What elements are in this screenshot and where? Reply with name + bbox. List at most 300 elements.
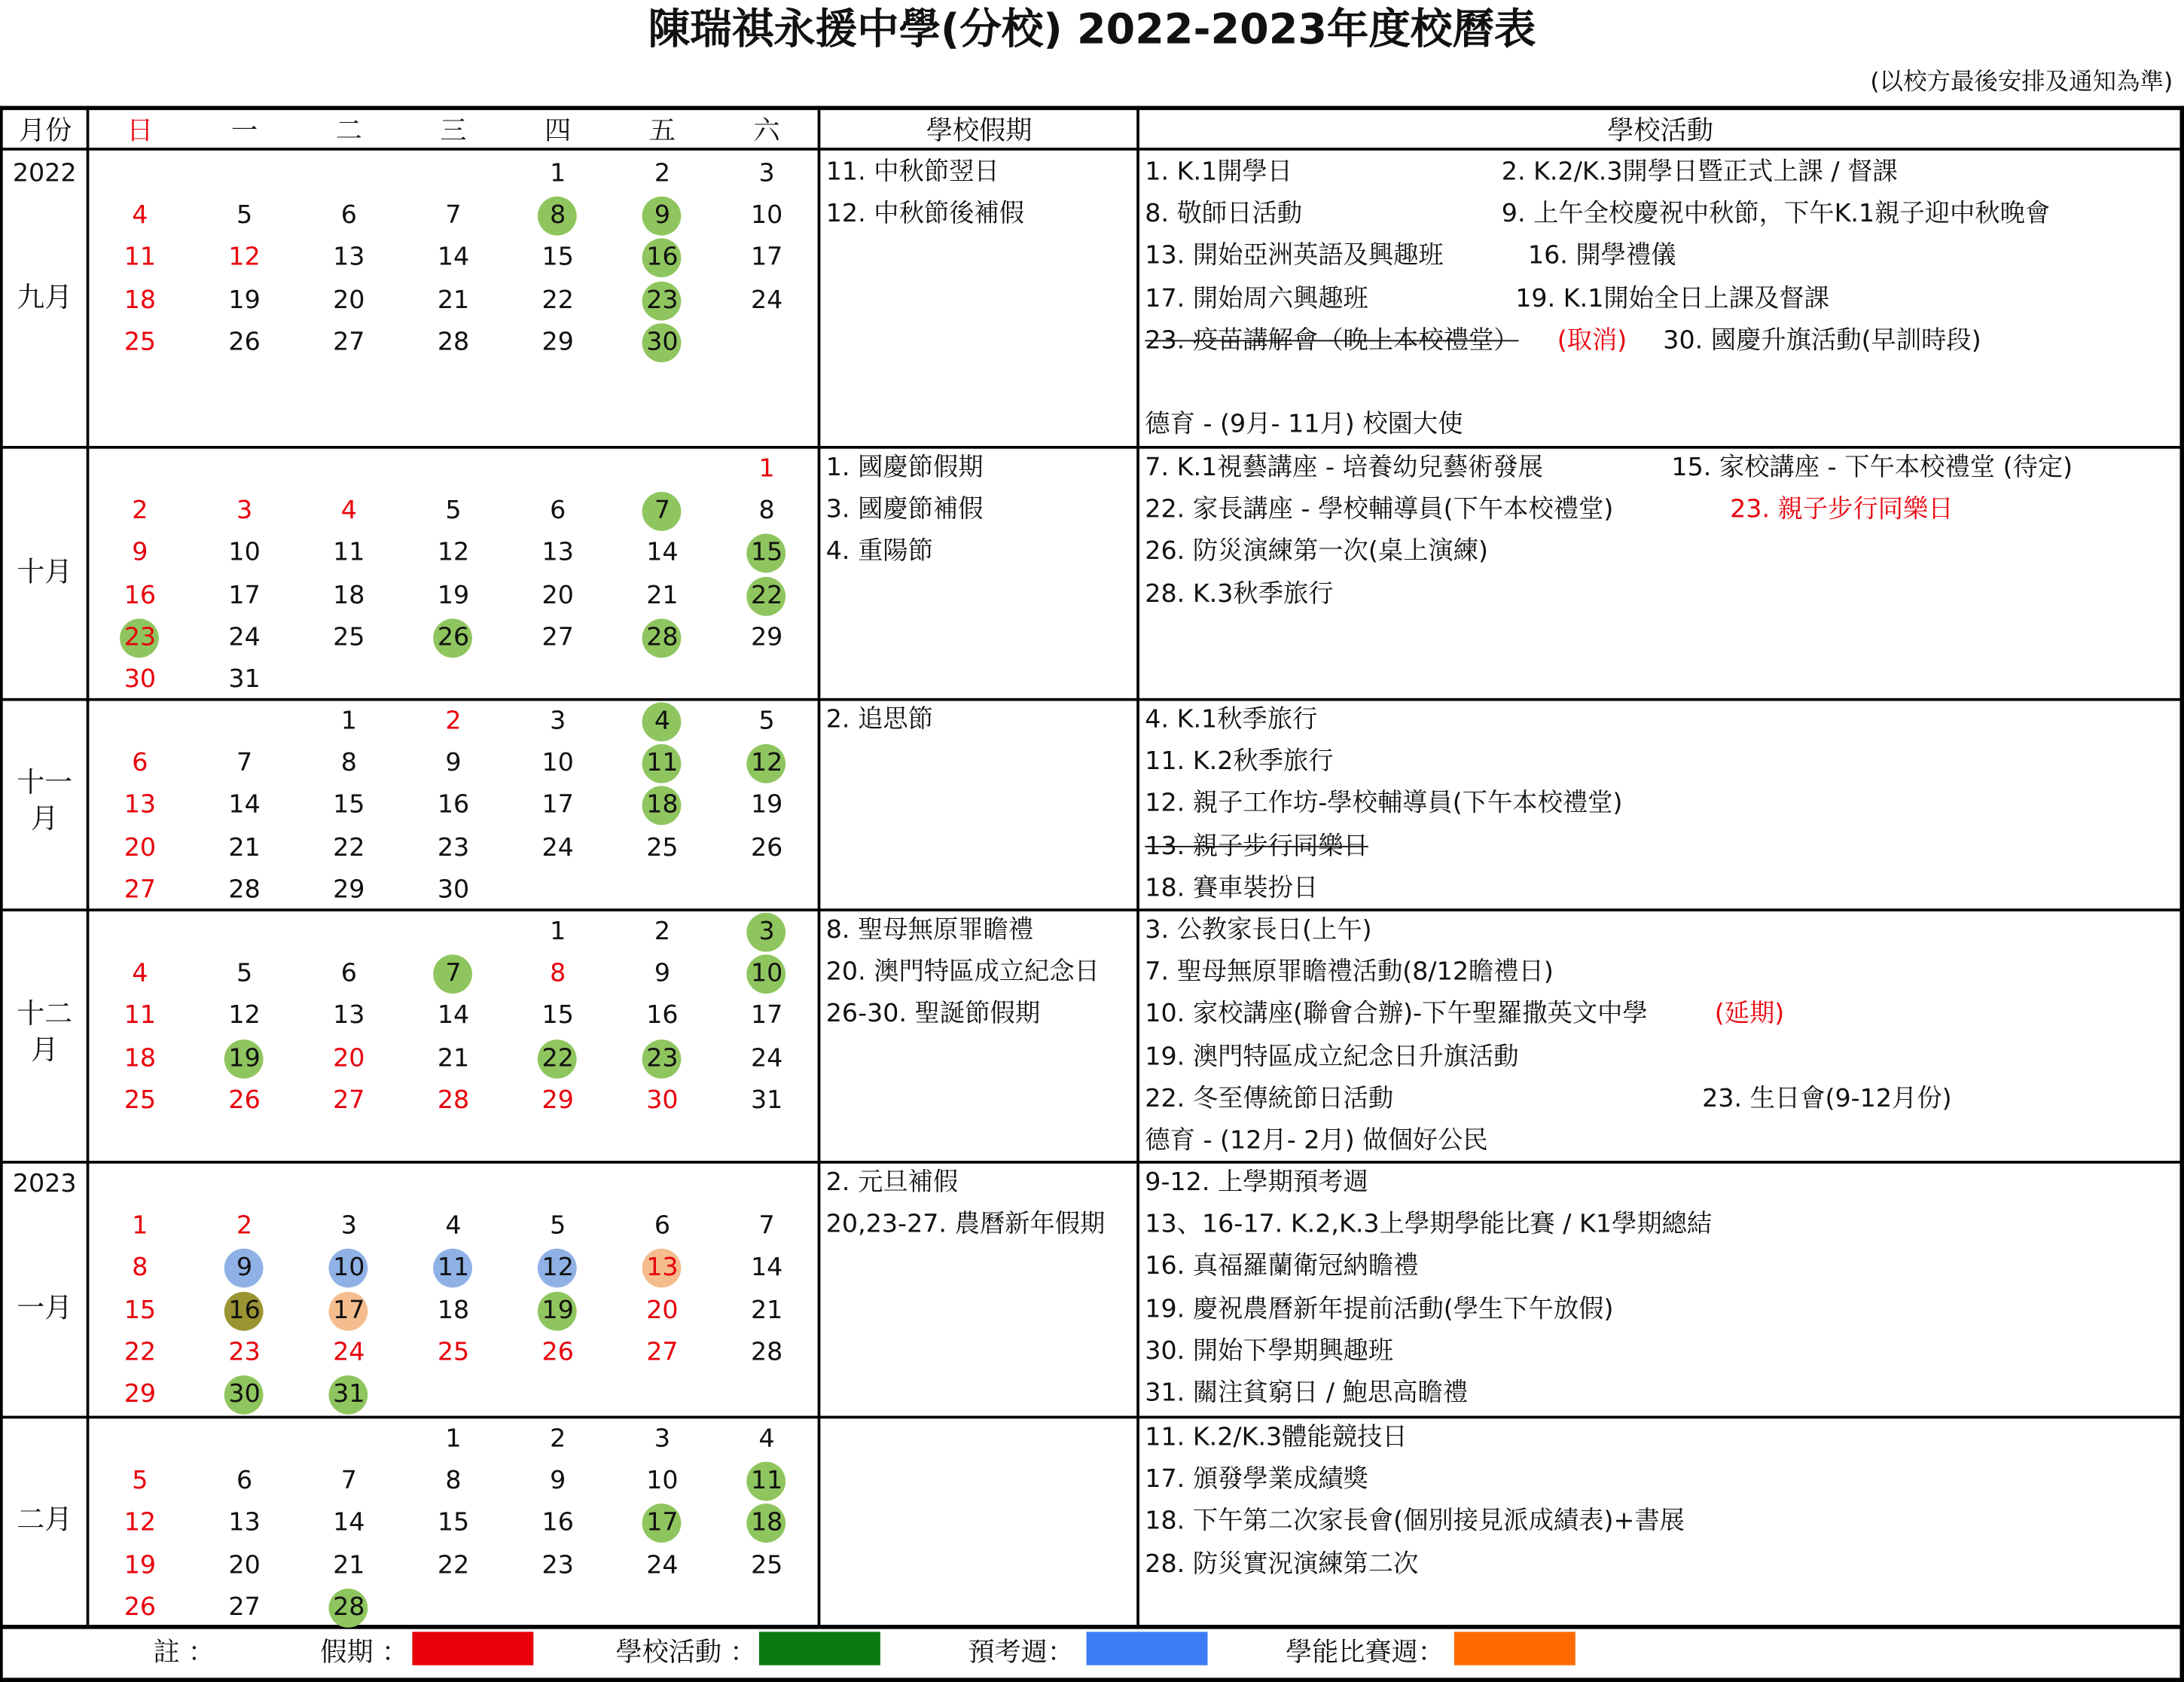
- day-number: 28: [437, 1085, 470, 1115]
- day-number: 13: [541, 538, 574, 568]
- day-number: 25: [750, 1550, 783, 1580]
- calendar-day: [505, 1503, 610, 1545]
- calendar-day: [610, 154, 715, 196]
- calendar-day: [401, 1206, 506, 1248]
- calendar-day: [192, 322, 297, 364]
- activity-entry: 28. 防災實況演練第二次: [1145, 1549, 1419, 1579]
- calendar-day: [505, 533, 610, 575]
- day-number: 26: [228, 1085, 261, 1115]
- header-month: 月份: [18, 115, 72, 147]
- calendar-day: [715, 449, 819, 491]
- day-number: 14: [437, 1001, 470, 1030]
- day-number: 17: [750, 1001, 783, 1030]
- calendar-day: [401, 827, 506, 869]
- year-label: 2023: [12, 1169, 77, 1198]
- calendar-day: [715, 533, 819, 575]
- day-number: 2: [654, 158, 671, 188]
- calendar-day: [192, 1332, 297, 1374]
- calendar-day: [192, 743, 297, 784]
- calendar-day: [297, 1247, 401, 1290]
- calendar-day: [715, 911, 819, 954]
- calendar-day: [88, 322, 193, 364]
- weekday-header: 一: [230, 115, 258, 147]
- calendar-day: [610, 533, 715, 575]
- day-number: 17: [646, 1508, 679, 1538]
- day-number: 9: [445, 748, 462, 778]
- day-number: 22: [541, 1042, 574, 1073]
- calendar-day: [297, 954, 401, 996]
- calendar-day: [610, 575, 715, 617]
- calendar-day: [715, 617, 819, 659]
- day-number: 8: [132, 1253, 148, 1283]
- weekday-header: 日: [127, 115, 154, 147]
- day-number: 18: [124, 285, 157, 315]
- day-number: 9: [236, 1253, 253, 1283]
- day-number: 9: [132, 538, 148, 568]
- day-number: 5: [236, 200, 253, 230]
- day-number: 5: [758, 706, 775, 736]
- month-divider: [0, 1416, 2184, 1419]
- day-number: 30: [228, 1379, 261, 1409]
- calendar-day: [88, 1332, 193, 1374]
- calendar-day: [88, 1587, 193, 1629]
- calendar-day: [505, 911, 610, 954]
- day-number: 27: [124, 875, 157, 905]
- calendar-day: [297, 617, 401, 659]
- calendar-day: [192, 575, 297, 617]
- activity-entry: 16. 真福羅蘭衛冠納瞻禮: [1145, 1252, 1419, 1281]
- day-number: 31: [333, 1379, 365, 1409]
- calendar-day: [401, 575, 506, 617]
- calendar-day: [88, 827, 193, 869]
- calendar-day: [505, 1418, 610, 1461]
- weekday-header: 三: [440, 115, 467, 147]
- day-number: 3: [758, 917, 775, 947]
- calendar-day: [715, 1290, 819, 1332]
- day-number: 22: [750, 580, 783, 610]
- day-number: 7: [758, 1210, 775, 1241]
- holiday-entry: 26-30. 聖誕節假期: [825, 1000, 1041, 1030]
- calendar-day: [88, 954, 193, 996]
- day-number: 28: [333, 1592, 365, 1622]
- day-number: 14: [750, 1253, 783, 1283]
- calendar-day: [88, 1206, 193, 1248]
- day-number: 8: [340, 748, 357, 778]
- calendar-day: [297, 1037, 401, 1079]
- legend-swatch-activity: [759, 1632, 880, 1665]
- calendar-day: [715, 1503, 819, 1545]
- calendar-day: [88, 237, 193, 279]
- calendar-day: [401, 996, 506, 1038]
- calendar-day: [192, 1079, 297, 1122]
- calendar-day: [505, 154, 610, 196]
- calendar-day: [192, 533, 297, 575]
- calendar-day: [401, 279, 506, 322]
- weekday-header: 六: [753, 115, 780, 147]
- day-number: 24: [750, 285, 783, 315]
- calendar-day: [192, 996, 297, 1038]
- calendar-day: [505, 279, 610, 322]
- day-number: 7: [445, 200, 462, 230]
- activity-entry: 17. 開始周六興趣班: [1145, 283, 1368, 313]
- day-number: 19: [228, 1042, 261, 1073]
- day-number: 30: [646, 327, 679, 357]
- calendar-day: [505, 1206, 610, 1248]
- calendar-day: [88, 1037, 193, 1079]
- holiday-entry: 20,23-27. 農曆新年假期: [825, 1210, 1106, 1239]
- calendar-day: [715, 701, 819, 743]
- day-number: 5: [132, 1466, 148, 1496]
- day-number: 22: [333, 832, 365, 862]
- day-number: 14: [646, 538, 679, 568]
- calendar-day: [610, 322, 715, 364]
- month-label: 二月: [17, 1502, 73, 1536]
- day-number: 17: [333, 1295, 365, 1325]
- weekday-header: 五: [648, 115, 676, 147]
- activity-entry: 2. K.2/K.3開學日暨正式上課 / 督課: [1501, 157, 1898, 187]
- table-top-border: [0, 106, 2184, 111]
- legend-label-holiday: 假期 ：: [320, 1637, 408, 1668]
- calendar-day: [297, 869, 401, 911]
- page-title: 陳瑞祺永援中學(分校) 2022-2023年度校曆表: [648, 5, 1536, 55]
- day-number: 19: [541, 1295, 574, 1325]
- day-number: 21: [750, 1295, 783, 1325]
- day-number: 20: [228, 1550, 261, 1580]
- day-number: 14: [437, 243, 470, 273]
- calendar-day: [715, 785, 819, 827]
- day-number: 7: [340, 1466, 357, 1496]
- calendar-day: [88, 575, 193, 617]
- day-number: 21: [646, 580, 679, 610]
- calendar-day: [192, 659, 297, 701]
- day-number: 10: [646, 1466, 679, 1496]
- calendar-day: [401, 1037, 506, 1079]
- calendar-day: [505, 1461, 610, 1503]
- calendar-day: [297, 322, 401, 364]
- calendar-day: [88, 195, 193, 237]
- day-number: 3: [236, 496, 253, 526]
- activity-entry: 7. K.1視藝講座 - 培養幼兒藝術發展: [1145, 453, 1543, 483]
- calendar-day: [88, 491, 193, 533]
- calendar-day: [715, 954, 819, 996]
- calendar-day: [505, 1545, 610, 1587]
- holiday-entry: 1. 國慶節假期: [825, 453, 984, 483]
- day-number: 3: [654, 1424, 671, 1454]
- day-number: 28: [437, 327, 470, 357]
- day-number: 22: [437, 1550, 470, 1580]
- legend-swatch-competition: [1454, 1632, 1575, 1665]
- day-number: 13: [124, 790, 157, 820]
- calendar-day: [505, 1247, 610, 1290]
- activity-entry: 15. 家校講座 - 下午本校禮堂 (待定): [1671, 453, 2073, 483]
- calendar-day: [401, 743, 506, 784]
- day-number: 27: [646, 1337, 679, 1367]
- calendar-day: [88, 869, 193, 911]
- calendar-day: [401, 491, 506, 533]
- calendar-day: [401, 1418, 506, 1461]
- calendar-day: [297, 1461, 401, 1503]
- activity-entry: 23. 疫苗講解會（晚上本校禮堂）: [1145, 325, 1519, 356]
- calendar-day: [192, 1374, 297, 1416]
- day-number: 29: [750, 622, 783, 652]
- calendar-day: [192, 237, 297, 279]
- calendar-day: [505, 1037, 610, 1079]
- calendar-day: [192, 1290, 297, 1332]
- activity-entry: 德育 - (12月- 2月) 做個好公民: [1145, 1125, 1488, 1155]
- day-number: 29: [541, 1085, 574, 1115]
- calendar-day: [610, 237, 715, 279]
- calendar-day: [610, 1079, 715, 1122]
- calendar-day: [610, 1206, 715, 1248]
- activity-entry: 4. K.1秋季旅行: [1145, 705, 1318, 734]
- calendar-day: [192, 785, 297, 827]
- day-number: 16: [437, 790, 470, 820]
- calendar-day: [715, 491, 819, 533]
- calendar-day: [505, 785, 610, 827]
- calendar-day: [505, 996, 610, 1038]
- calendar-day: [401, 617, 506, 659]
- day-number: 12: [437, 538, 470, 568]
- calendar-day: [505, 491, 610, 533]
- calendar-day: [192, 827, 297, 869]
- day-number: 25: [646, 832, 679, 862]
- calendar-day: [610, 1332, 715, 1374]
- activity-entry: 16. 開學禮儀: [1527, 241, 1676, 271]
- day-number: 6: [236, 1466, 253, 1496]
- day-number: 1: [758, 454, 775, 484]
- day-number: 26: [750, 832, 783, 862]
- holiday-entry: 4. 重陽節: [825, 536, 933, 566]
- day-number: 23: [228, 1337, 261, 1367]
- header-holidays: 學校假期: [926, 115, 1033, 147]
- day-number: 5: [236, 959, 253, 988]
- day-number: 3: [758, 158, 775, 188]
- day-number: 23: [646, 1042, 679, 1073]
- calendar-day: [88, 1290, 193, 1332]
- calendar-day: [192, 491, 297, 533]
- day-number: 20: [541, 580, 574, 610]
- day-number: 20: [333, 285, 365, 315]
- day-number: 8: [550, 959, 566, 988]
- activity-entry: 13、16-17. K.2,K.3上學期學能比賽 / K1學期總結: [1145, 1210, 1713, 1239]
- calendar-day: [715, 154, 819, 196]
- holiday-entry: 20. 澳門特區成立紀念日: [825, 957, 1100, 988]
- day-number: 6: [132, 748, 148, 778]
- calendar-day: [297, 1587, 401, 1629]
- calendar-day: [192, 279, 297, 322]
- day-number: 10: [750, 200, 783, 230]
- legend-swatch-pretest: [1087, 1632, 1208, 1665]
- calendar-day: [88, 1374, 193, 1416]
- day-number: 6: [340, 200, 357, 230]
- calendar-day: [297, 1332, 401, 1374]
- day-number: 18: [646, 790, 679, 820]
- calendar-day: [192, 1503, 297, 1545]
- calendar-day: [297, 491, 401, 533]
- calendar-day: [192, 1587, 297, 1629]
- month-label: 九月: [17, 279, 73, 314]
- day-number: 20: [646, 1295, 679, 1325]
- calendar-day: [88, 743, 193, 784]
- month-label: 十二 月: [17, 996, 73, 1067]
- activity-entry: 19. K.1開始全日上課及督課: [1515, 283, 1830, 313]
- calendar-day: [192, 954, 297, 996]
- calendar-day: [401, 1247, 506, 1290]
- holiday-entry: 3. 國慶節補假: [825, 495, 984, 524]
- day-number: 15: [437, 1508, 470, 1538]
- activity-entry: 7. 聖母無原罪瞻禮活動(8/12瞻禮日): [1145, 957, 1554, 988]
- day-number: 22: [541, 285, 574, 315]
- calendar-day: [715, 1332, 819, 1374]
- calendar-day: [401, 701, 506, 743]
- day-number: 28: [750, 1337, 783, 1367]
- day-number: 16: [646, 1001, 679, 1030]
- activity-entry: 30. 國慶升旗活動(早訓時段): [1663, 325, 1981, 356]
- activity-entry: 23. 生日會(9-12月份): [1702, 1083, 1952, 1113]
- day-number: 28: [646, 622, 679, 652]
- day-number: 24: [750, 1042, 783, 1073]
- day-number: 4: [132, 200, 148, 230]
- calendar-day: [88, 1247, 193, 1290]
- header-activities: 學校活動: [1607, 115, 1713, 147]
- activity-entry: 19. 慶祝農曆新年提前活動(學生下午放假): [1145, 1293, 1614, 1323]
- activity-entry: 9-12. 上學期預考週: [1145, 1168, 1368, 1198]
- activity-entry: (取消): [1557, 325, 1627, 356]
- day-number: 4: [132, 959, 148, 988]
- day-number: 9: [654, 959, 671, 988]
- day-number: 27: [541, 622, 574, 652]
- calendar-day: [610, 911, 715, 954]
- calendar-day: [715, 195, 819, 237]
- day-number: 7: [445, 959, 462, 988]
- calendar-day: [505, 1079, 610, 1122]
- day-number: 16: [124, 580, 157, 610]
- calendar-day: [297, 701, 401, 743]
- calendar-day: [505, 617, 610, 659]
- calendar-day: [505, 1332, 610, 1374]
- weekday-header: 四: [544, 115, 572, 147]
- day-number: 12: [541, 1253, 574, 1283]
- day-number: 16: [646, 243, 679, 273]
- calendar-day: [715, 1247, 819, 1290]
- day-number: 19: [228, 285, 261, 315]
- day-number: 12: [228, 243, 261, 273]
- calendar-day: [192, 1247, 297, 1290]
- day-number: 31: [750, 1085, 783, 1115]
- day-number: 25: [437, 1337, 470, 1367]
- year-label: 2022: [12, 158, 77, 188]
- day-number: 11: [124, 243, 157, 273]
- calendar-day: [192, 195, 297, 237]
- calendar-day: [715, 1545, 819, 1587]
- calendar-day: [88, 617, 193, 659]
- calendar-day: [715, 575, 819, 617]
- day-number: 20: [124, 832, 157, 862]
- activity-entry: 19. 澳門特區成立紀念日升旗活動: [1145, 1042, 1519, 1071]
- calendar-day: [610, 827, 715, 869]
- day-number: 21: [437, 285, 470, 315]
- day-number: 16: [541, 1508, 574, 1538]
- day-number: 26: [124, 1592, 157, 1622]
- calendar-day: [505, 701, 610, 743]
- day-number: 31: [228, 664, 261, 694]
- day-number: 24: [228, 622, 261, 652]
- day-number: 25: [333, 622, 365, 652]
- day-number: 13: [333, 243, 365, 273]
- calendar-day: [610, 785, 715, 827]
- calendar-day: [610, 996, 715, 1038]
- day-number: 2: [654, 917, 671, 947]
- calendar-day: [401, 1332, 506, 1374]
- day-number: 23: [646, 285, 679, 315]
- day-number: 4: [445, 1210, 462, 1241]
- calendar-day: [610, 1461, 715, 1503]
- calendar-day: [715, 1418, 819, 1461]
- calendar-day: [401, 533, 506, 575]
- calendar-day: [192, 1461, 297, 1503]
- day-number: 15: [124, 1295, 157, 1325]
- day-number: 1: [445, 1424, 462, 1454]
- day-number: 29: [333, 875, 365, 905]
- day-number: 12: [750, 748, 783, 778]
- weekday-header: 二: [335, 115, 362, 147]
- calendar-day: [401, 1545, 506, 1587]
- calendar-day: [297, 237, 401, 279]
- day-number: 18: [750, 1508, 783, 1538]
- calendar-day: [610, 491, 715, 533]
- day-number: 2: [236, 1210, 253, 1241]
- activity-entry: 30. 開始下學期興趣班: [1145, 1336, 1394, 1366]
- legend-swatch-holiday: [412, 1632, 533, 1665]
- calendar-day: [297, 1374, 401, 1416]
- day-number: 11: [646, 748, 679, 778]
- day-number: 16: [228, 1295, 261, 1325]
- day-number: 23: [124, 622, 157, 652]
- month-label: 十月: [17, 554, 73, 588]
- day-number: 8: [550, 200, 566, 230]
- calendar-day: [401, 954, 506, 996]
- day-number: 4: [758, 1424, 775, 1454]
- calendar-day: [610, 1418, 715, 1461]
- calendar-day: [610, 1503, 715, 1545]
- calendar-day: [297, 785, 401, 827]
- calendar-day: [297, 827, 401, 869]
- day-number: 26: [437, 622, 470, 652]
- day-number: 24: [333, 1337, 365, 1367]
- day-number: 2: [445, 706, 462, 736]
- calendar-day: [297, 279, 401, 322]
- day-number: 3: [340, 1210, 357, 1241]
- calendar-day: [401, 869, 506, 911]
- calendar-day: [610, 1247, 715, 1290]
- calendar-day: [88, 1545, 193, 1587]
- day-number: 17: [750, 243, 783, 273]
- month-divider: [0, 1161, 2184, 1164]
- day-number: 25: [124, 1085, 157, 1115]
- day-number: 24: [541, 832, 574, 862]
- day-number: 11: [124, 1001, 157, 1030]
- calendar-day: [610, 1037, 715, 1079]
- calendar-day: [610, 1545, 715, 1587]
- day-number: 8: [758, 496, 775, 526]
- day-number: 1: [550, 158, 566, 188]
- calendar-day: [297, 195, 401, 237]
- activity-entry: 31. 關注貧窮日 / 鮑思高瞻禮: [1145, 1378, 1469, 1408]
- day-number: 30: [646, 1085, 679, 1115]
- day-number: 1: [132, 1210, 148, 1241]
- calendar-day: [715, 1206, 819, 1248]
- day-number: 29: [124, 1379, 157, 1409]
